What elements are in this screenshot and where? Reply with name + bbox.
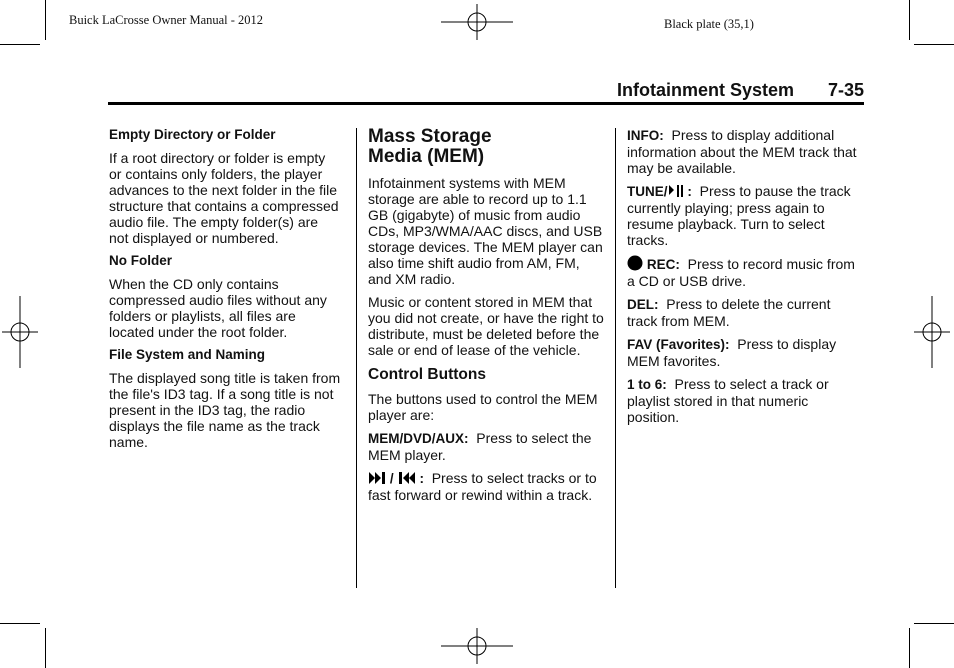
tune-colon: : <box>687 184 692 199</box>
control-buttons-heading: Control Buttons <box>368 366 486 383</box>
tune-button-entry <box>627 183 859 248</box>
info-button-entry <box>627 127 859 176</box>
button-term: TUNE/ <box>627 184 668 199</box>
paragraph: Infotainment systems with MEM storage are able to record up to 1.1 GB (gigabyte) of music from audio CDs, MP3/WMA/AAC discs, and USB storage devices. The MEM player can also time shift audio from AM, FM, and XM radio. <box>368 175 603 287</box>
button-description: Press to select a track or playlist stored in that numeric position. <box>627 376 829 425</box>
fav-button-entry <box>627 336 859 369</box>
seek-button-entry <box>368 470 606 503</box>
mem-button-entry <box>368 430 606 463</box>
seek-previous-icon <box>398 471 416 485</box>
page-number: 7-35 <box>827 80 864 100</box>
column-divider <box>356 128 357 588</box>
button-description: Press to pause the track currently playing; press again to resume playback. Turn to select tracks. <box>627 183 851 248</box>
button-term: REC: <box>646 257 680 272</box>
registration-mark-icon <box>2 296 38 368</box>
del-button-entry <box>627 296 859 329</box>
record-icon <box>627 255 643 271</box>
button-description: Press to record music from a CD or USB drive. <box>627 256 855 289</box>
button-description: Press to select tracks or to fast forward or rewind within a track. <box>368 470 597 503</box>
crop-mark <box>914 623 954 624</box>
registration-mark-icon <box>914 296 950 368</box>
button-description: Press to display MEM favorites. <box>627 336 837 369</box>
play-pause-icon <box>668 184 684 198</box>
crop-mark <box>914 44 954 45</box>
column-right <box>627 127 859 432</box>
subheading: Empty Directory or Folder <box>109 127 276 142</box>
rec-button-entry <box>627 255 859 289</box>
column-left <box>109 127 341 457</box>
printer-slug-plate: Black plate (35,1) <box>664 17 754 31</box>
button-description: Press to delete the current track from MEM. <box>627 296 831 329</box>
crop-mark <box>909 0 910 40</box>
button-term: INFO: <box>627 128 664 143</box>
registration-mark-icon <box>441 628 513 664</box>
paragraph: The buttons used to control the MEM player are: <box>368 391 598 423</box>
crop-mark <box>0 44 40 45</box>
button-term: FAV (Favorites): <box>627 337 730 352</box>
paragraph: Music or content stored in MEM that you did not create, or have the right to distribute, must be deleted before the sale or end of lease of the vehicle. <box>368 294 604 358</box>
crop-mark <box>909 628 910 668</box>
column-middle <box>368 127 606 510</box>
column-divider <box>615 128 616 588</box>
button-term: 1 to 6: <box>627 377 667 392</box>
seek-colon: : <box>419 471 424 486</box>
button-description: Press to display additional information about the MEM track that may be available. <box>627 127 857 176</box>
section-heading <box>368 127 606 167</box>
subheading: No Folder <box>109 253 172 268</box>
preset-buttons-entry <box>627 376 859 425</box>
button-term: MEM/DVD/AUX: <box>368 431 469 446</box>
crop-mark <box>0 623 40 624</box>
section-heading-line: Media (MEM) <box>368 146 485 167</box>
paragraph: If a root directory or folder is empty or contains only folders, the player advances to the next folder in the file structure that contains a compressed audio file. The empty folder(s) are not displayed or numbered. <box>109 150 339 246</box>
section-heading-line: Mass Storage <box>368 126 492 147</box>
paragraph: When the CD only contains compressed audio files without any folders or playlists, all files are located under the root folder. <box>109 276 327 340</box>
subheading: File System and Naming <box>109 347 266 362</box>
crop-mark <box>45 0 46 40</box>
crop-mark <box>45 628 46 668</box>
running-head <box>108 80 864 105</box>
seek-next-icon <box>368 471 386 485</box>
seek-separator: / <box>389 471 394 486</box>
button-description: Press to select the MEM player. <box>368 430 592 463</box>
button-term: DEL: <box>627 297 659 312</box>
paragraph: The displayed song title is taken from the file's ID3 tag. If a song title is not present in the ID3 tag, the radio displays the file name as the track name. <box>109 370 341 450</box>
printer-slug-title: Buick LaCrosse Owner Manual - 2012 <box>69 13 264 27</box>
section-title: Infotainment System <box>616 80 794 100</box>
registration-mark-icon <box>441 4 513 40</box>
